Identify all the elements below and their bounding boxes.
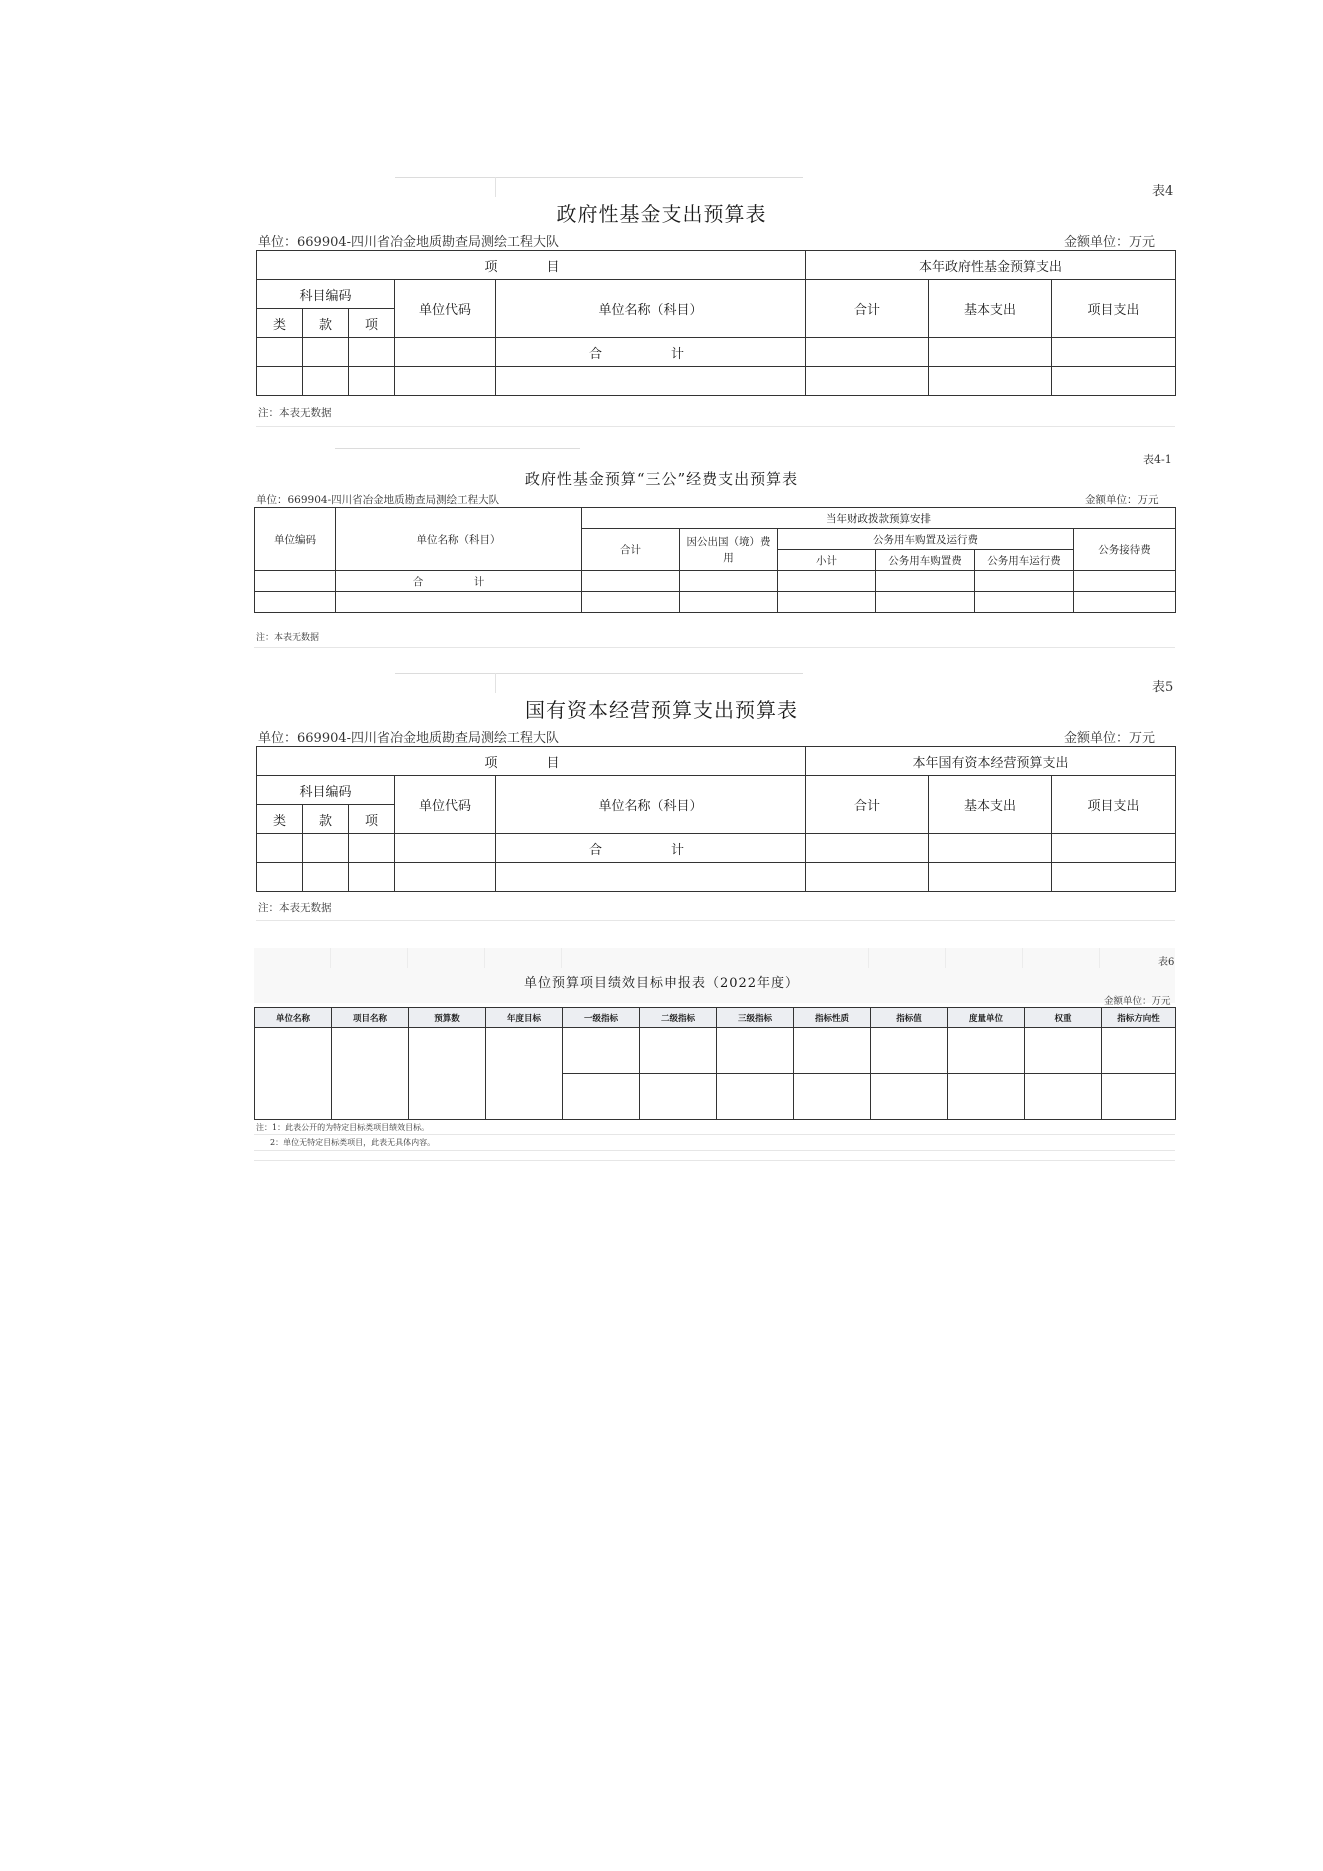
table-title: 国有资本经营预算支出预算表: [525, 698, 798, 722]
total-label: 合 计: [496, 338, 806, 367]
header-vehicle: 公务用车购置及运行费: [778, 529, 1074, 550]
total-label: 合 计: [496, 834, 806, 863]
header-level1: 一级指标: [563, 1008, 640, 1028]
table-note: 注：本表无数据: [256, 633, 320, 643]
header-weight: 权重: [1025, 1008, 1102, 1028]
table41-grid: [254, 507, 1176, 613]
total-row: [257, 338, 1176, 367]
table-note: 注：本表无数据: [258, 407, 332, 419]
header-basic: 基本支出: [929, 776, 1052, 834]
decorative-line: [335, 448, 580, 449]
header-kuan: 款: [303, 309, 349, 338]
empty-row: [257, 863, 1176, 892]
table-title: 政府性基金支出预算表: [556, 202, 767, 226]
header-subtotal: 小计: [778, 550, 876, 571]
table-title: 单位预算项目绩效目标申报表（2022年度）: [523, 976, 800, 991]
amount-unit-label: 金额单位：万元: [1085, 494, 1159, 506]
header-unit-code: 单位编码: [255, 508, 336, 571]
separator-line: [254, 1134, 1175, 1135]
header-project: 项目支出: [1052, 280, 1176, 338]
unit-label: 单位：669904-四川省冶金地质勘查局测绘工程大队: [258, 731, 560, 746]
header-subject-code: 科目编码: [257, 280, 395, 309]
header-unit-name: 单位名称（科目）: [496, 280, 806, 338]
header-expenditure: 本年政府性基金预算支出: [806, 251, 1176, 280]
header-items: 项 目: [257, 747, 806, 776]
header-total: 合计: [582, 529, 680, 571]
gridline: [945, 948, 946, 968]
header-measure-unit: 度量单位: [948, 1008, 1025, 1028]
header-project: 项目支出: [1052, 776, 1176, 834]
gridline: [330, 948, 331, 968]
header-total: 合计: [806, 776, 929, 834]
separator-line: [254, 647, 1175, 648]
header-reception: 公务接待费: [1074, 529, 1176, 571]
header-unit-name: 单位名称（科目）: [336, 508, 582, 571]
header-vehicle-run: 公务用车运行费: [975, 550, 1074, 571]
gridline: [868, 948, 869, 968]
header-xiang: 项: [349, 309, 395, 338]
header-level3: 三级指标: [717, 1008, 794, 1028]
amount-unit-label: 金额单位：万元: [1104, 996, 1171, 1007]
table6-grid: [254, 1007, 1176, 1120]
amount-unit-label: 金额单位：万元: [1064, 235, 1156, 250]
decorative-line: [395, 673, 803, 674]
table-number: 表5: [1152, 680, 1174, 695]
header-unit-code: 单位代码: [395, 776, 496, 834]
table-number: 表4-1: [1143, 453, 1172, 466]
unit-label: 单位：669904-四川省冶金地质勘查局测绘工程大队: [256, 494, 500, 506]
decorative-tick: [495, 177, 496, 197]
header-subject-code: 科目编码: [257, 776, 395, 805]
gridline: [561, 948, 562, 968]
gridline: [484, 948, 485, 968]
header-direction: 指标方向性: [1102, 1008, 1176, 1028]
table-number: 表6: [1158, 957, 1175, 968]
header-lei: 类: [257, 805, 303, 834]
separator-line: [254, 1160, 1175, 1161]
header-expenditure: 本年国有资本经营预算支出: [806, 747, 1176, 776]
header-kuan: 款: [303, 805, 349, 834]
table-note: 2：单位无特定目标类项目，此表无具体内容。: [270, 1138, 436, 1147]
header-vehicle-buy: 公务用车购置费: [876, 550, 975, 571]
total-label: 合 计: [336, 571, 582, 592]
header-budget: 当年财政拨款预算安排: [582, 508, 1176, 529]
header-row: [255, 1008, 1176, 1028]
gridline: [407, 948, 408, 968]
table5-grid: [256, 746, 1176, 892]
separator-line: [256, 426, 1175, 427]
header-project-name: 项目名称: [332, 1008, 409, 1028]
header-annual-goal: 年度目标: [486, 1008, 563, 1028]
amount-unit-label: 金额单位：万元: [1064, 731, 1156, 746]
header-level2: 二级指标: [640, 1008, 717, 1028]
header-budget: 预算数: [409, 1008, 486, 1028]
separator-line: [256, 920, 1175, 921]
table-note: 注：本表无数据: [258, 902, 332, 914]
header-items: 项 目: [257, 251, 806, 280]
table4-grid: [256, 250, 1176, 396]
header-value: 指标值: [871, 1008, 948, 1028]
header-xiang: 项: [349, 805, 395, 834]
header-lei: 类: [257, 309, 303, 338]
table-row: [255, 1028, 1176, 1074]
header-nature: 指标性质: [794, 1008, 871, 1028]
header-unit-code: 单位代码: [395, 280, 496, 338]
total-row: [257, 834, 1176, 863]
separator-line: [254, 1150, 1175, 1151]
total-row: [255, 571, 1176, 592]
decorative-tick: [495, 673, 496, 693]
gridline: [1022, 948, 1023, 968]
unit-label: 单位：669904-四川省冶金地质勘查局测绘工程大队: [258, 235, 560, 250]
header-unit-name: 单位名称（科目）: [496, 776, 806, 834]
empty-row: [257, 367, 1176, 396]
decorative-line: [395, 177, 803, 178]
empty-row: [255, 592, 1176, 613]
header-total: 合计: [806, 280, 929, 338]
table-number: 表4: [1152, 184, 1174, 199]
header-unit-name: 单位名称: [255, 1008, 332, 1028]
table-note: 注：1：此表公开的为特定目标类项目绩效目标。: [256, 1123, 430, 1132]
gridline: [1099, 948, 1100, 968]
table-title: 政府性基金预算“三公”经费支出预算表: [524, 470, 799, 488]
header-basic: 基本支出: [929, 280, 1052, 338]
header-abroad: 因公出国（境）费用: [680, 529, 778, 571]
